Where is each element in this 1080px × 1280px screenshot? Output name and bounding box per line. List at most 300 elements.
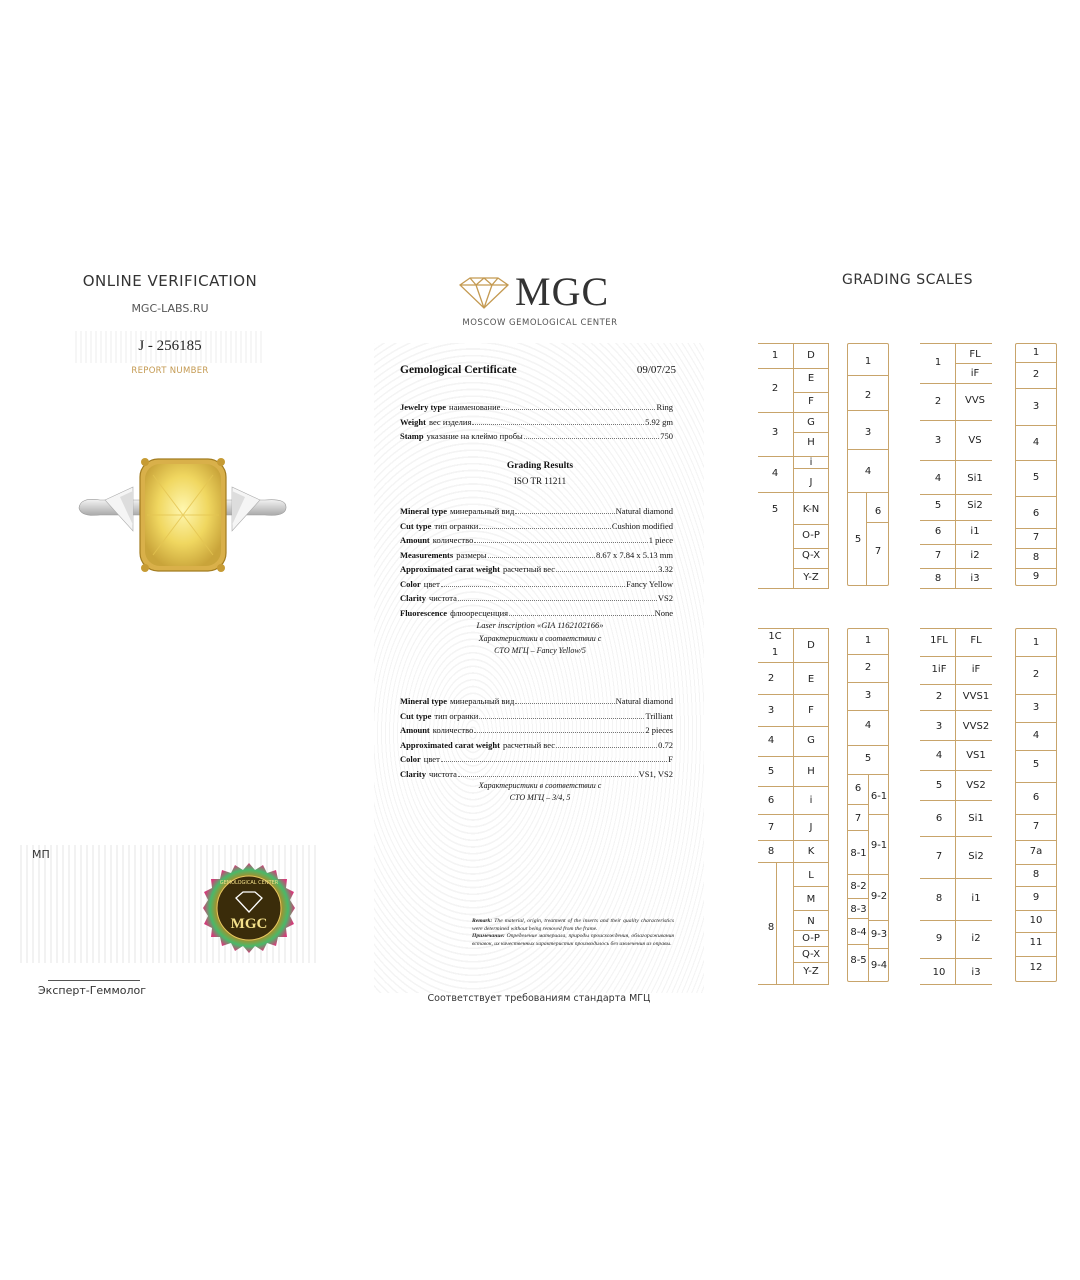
certificate-footer: Соответствует требованиям стандарта МГЦ [427, 993, 651, 1004]
detail-row [400, 738, 673, 752]
iso-clarity-grade: Si1 [967, 473, 983, 484]
scale-divider [868, 774, 889, 775]
gost-grade: 6 [1032, 792, 1040, 803]
gost-grade: 8-1 [850, 848, 867, 859]
scale-divider [920, 958, 992, 959]
detail-label-ru: цвет [423, 754, 440, 764]
gost-grade: 1 [864, 356, 872, 367]
scale-divider [1015, 568, 1057, 569]
mgc-logo-text: MGC [515, 269, 610, 314]
detail-value: 0.72 [658, 739, 673, 750]
gost-grade: 2 [864, 390, 872, 401]
scale-divider [868, 710, 889, 711]
gost-grade: 6 [874, 506, 882, 517]
scale-divider [758, 662, 794, 663]
iso-color-grade: Q-X [801, 949, 821, 960]
iso-clarity-grade: i3 [971, 967, 981, 978]
detail-label-ru: флюоресценция [450, 607, 509, 618]
gost-grade: 9-1 [870, 840, 888, 851]
sto-grade: 3 [934, 435, 942, 446]
center-note-line2: СТО МГЦ – Fancy Yellow/5 [494, 646, 586, 655]
detail-label-ru: минеральный вид [449, 506, 515, 516]
center-note-line1: Характеристики в соответствии с [478, 634, 602, 643]
scale-divider [793, 984, 829, 985]
gost-grade: 9 [1032, 892, 1040, 903]
gost-grade: 9 [1032, 571, 1040, 582]
scale-divider [1015, 956, 1057, 957]
gost-grade: 9-2 [870, 891, 888, 902]
sto-grade: 1 [771, 350, 779, 361]
dot-leader [556, 738, 657, 748]
detail-label-ru: тип огранки [434, 520, 479, 531]
sto-grade: 5 [934, 500, 942, 511]
gost-grade: 5 [1032, 759, 1040, 770]
scale-divider [868, 948, 889, 949]
gost-grade: 8 [1032, 869, 1040, 880]
detail-row [400, 591, 673, 605]
iso-color-grade: i [809, 457, 813, 468]
scale-divider [847, 375, 889, 376]
scale-divider [920, 878, 992, 879]
iso-clarity-grade: Si2 [968, 851, 984, 862]
detail-label-en: Color [400, 578, 421, 589]
gost-grade: 11 [1029, 937, 1043, 948]
scale-divider [847, 774, 868, 775]
gost-grade: 7 [874, 546, 882, 557]
gost-grade: 10 [1029, 915, 1043, 926]
scale-divider [1015, 460, 1057, 461]
gost-grade: 6 [854, 783, 862, 794]
detail-label-ru: количество [432, 725, 474, 735]
detail-label-en: Cut type [400, 520, 432, 531]
gost-grade: 2 [1032, 369, 1040, 380]
scale-divider [920, 684, 992, 685]
scale-divider [1015, 548, 1057, 549]
scale-divider [1015, 722, 1057, 723]
scale-divider [793, 910, 829, 911]
scale-divider [1015, 750, 1057, 751]
logo-subtitle: MOSCOW GEMOLOGICAL CENTER [462, 318, 618, 328]
sto-grade: 2 [771, 383, 779, 394]
iso-color-grade: D [807, 350, 815, 361]
detail-value: 3.32 [658, 564, 673, 574]
detail-label-en: Amount [400, 535, 430, 545]
dot-leader [458, 591, 657, 601]
scale-divider [868, 745, 889, 746]
iso-color-grade: D [807, 640, 815, 651]
detail-row [400, 752, 673, 766]
iso-color-grade: O-P [802, 933, 820, 944]
iso-color-grade: Y-Z [803, 572, 819, 583]
remark-ru-text: Определение материала, природы происхождения, облагораживания вставок, их качественных характеристик производилось без извлечения из оправы. [472, 933, 674, 947]
scale-divider [847, 654, 868, 655]
gost-grade: 3 [864, 427, 872, 438]
scale-divider [920, 836, 992, 837]
scale-divider [868, 814, 889, 815]
svg-text:GEMOLOGICAL CENTER: GEMOLOGICAL CENTER [219, 880, 279, 886]
detail-row [400, 723, 673, 737]
gost-grade: 1 [864, 635, 872, 646]
gost-grade: 7 [1032, 821, 1040, 832]
scale-divider [1015, 496, 1057, 497]
scale-divider [920, 800, 992, 801]
scale-divider [758, 412, 794, 413]
dot-leader [474, 723, 644, 733]
sto-grade: 7 [767, 822, 775, 833]
report-number: J - 256185 [138, 338, 202, 354]
scale-divider [793, 568, 829, 569]
detail-label-en: Clarity [400, 593, 426, 603]
dot-leader [479, 709, 644, 719]
scale-divider [758, 368, 794, 369]
detail-label-en: Fluorescence [400, 607, 448, 618]
iso-color-grade: i [809, 795, 813, 806]
iso-color-grade: Y-Z [803, 966, 819, 977]
scale-divider [793, 368, 829, 369]
sto-grade: 1FL [930, 635, 948, 646]
svg-text:MGC: MGC [230, 916, 268, 932]
sto-grade: 6 [935, 813, 943, 824]
grading-scales-title: GRADING SCALES [841, 272, 974, 288]
dot-leader [509, 606, 653, 616]
grading-results-title: Grading Results [506, 461, 574, 471]
detail-label-en: Cut type [400, 710, 432, 721]
scale-divider [847, 410, 889, 411]
certificate-date: 09/07/25 [636, 364, 676, 376]
detail-label-en: Approximated carat weight [400, 739, 500, 750]
gost-grade: 8-5 [850, 955, 867, 966]
detail-row [400, 548, 673, 562]
gost-grade: 5 [864, 753, 872, 764]
gost-grade: 8-3 [850, 904, 867, 915]
scale-divider [793, 840, 829, 841]
scale-divider [920, 770, 992, 771]
detail-value: Ring [656, 402, 673, 412]
iso-color-grade: F [808, 396, 814, 407]
gost-grade: 6 [1032, 508, 1040, 519]
detail-value: 8.67 x 7.84 x 5.13 mm [596, 549, 673, 560]
detail-row [400, 429, 673, 443]
iso-color-grade: O-P [802, 530, 820, 541]
detail-label-ru: указание на клеймо пробы [426, 431, 523, 441]
detail-label-ru: вес изделия [428, 416, 472, 427]
ring-photo [75, 445, 290, 580]
side-note-line2: СТО МГЦ – 3/4, 5 [509, 793, 571, 802]
iso-color-grade: L [808, 870, 814, 881]
iso-clarity-grade: i2 [971, 933, 981, 944]
scale-divider [1015, 782, 1057, 783]
detail-value: VS1, VS2 [638, 768, 673, 779]
detail-label-en: Mineral type [400, 696, 447, 706]
scale-divider [920, 568, 992, 569]
scale-divider [955, 628, 956, 984]
scale-divider [1015, 932, 1057, 933]
detail-value: Natural diamond [615, 506, 673, 516]
scale-divider [920, 420, 992, 421]
sto-grade: 4 [771, 468, 779, 479]
iso-clarity-grade: VS2 [966, 780, 986, 791]
report-number-label: REPORT NUMBER [131, 366, 209, 376]
gost-grade: 2 [864, 662, 872, 673]
sto-grade: 5 [767, 766, 775, 777]
side-note-line1: Характеристики в соответствии с [478, 781, 602, 790]
gost-grade: 5 [1032, 472, 1040, 483]
scale-divider [758, 628, 794, 629]
grading-standard: ISO TR 11211 [513, 476, 567, 486]
gost-grade: 4 [1032, 437, 1040, 448]
sto-grade: 2 [935, 691, 943, 702]
laser-inscription: Laser inscription «GIA 1162102166» [476, 620, 604, 630]
scale-divider [1015, 656, 1057, 657]
detail-label-en: Color [400, 754, 421, 764]
sto-grade: 3 [935, 721, 943, 732]
iso-clarity-grade: VS1 [966, 750, 986, 761]
scale-divider [920, 920, 992, 921]
dot-leader [458, 767, 638, 777]
scale-divider [920, 544, 992, 545]
detail-value: Natural diamond [615, 696, 673, 706]
iso-color-grade: Q-X [801, 550, 821, 561]
remark-ru-label: Примечание: [472, 933, 505, 939]
detail-row [400, 562, 673, 576]
scale-divider [920, 710, 992, 711]
gost-grade: 7 [1032, 532, 1040, 543]
iso-color-grade: K-N [802, 504, 820, 515]
detail-label-en: Measurements [400, 549, 454, 560]
scale-divider [758, 343, 794, 344]
detail-label-en: Jewelry type [400, 402, 447, 412]
iso-color-grade: M [806, 894, 816, 905]
verification-site-link[interactable]: MGC-LABS.RU [131, 302, 209, 315]
iso-clarity-grade: i1 [970, 526, 980, 537]
iso-color-grade: J [809, 822, 813, 833]
detail-label-ru: чистота [428, 593, 457, 603]
detail-row [400, 400, 673, 414]
sto-grade: 1C [768, 631, 782, 642]
scale-divider [920, 628, 992, 629]
gost-grade: 8-2 [850, 881, 867, 892]
gost-grade: 9-4 [870, 960, 888, 971]
gost-grade: 3 [864, 690, 872, 701]
sto-grade: 7 [934, 550, 942, 561]
scale-divider [793, 343, 794, 588]
scale-divider [1015, 694, 1057, 695]
iso-color-grade: G [807, 417, 815, 428]
sto-grade: 9 [935, 933, 943, 944]
scale-divider [793, 886, 829, 887]
scale-divider [793, 814, 829, 815]
scale-divider [955, 343, 956, 588]
detail-label-ru: минеральный вид [449, 696, 515, 706]
scale-divider [955, 363, 992, 364]
scale-divider [920, 343, 992, 344]
scale-divider [868, 874, 889, 875]
iso-clarity-grade: VS [968, 435, 982, 446]
scale-divider [1015, 425, 1057, 426]
scale-divider [793, 694, 829, 695]
scale-divider [847, 804, 868, 805]
scale-divider [793, 432, 829, 433]
detail-row [400, 767, 673, 781]
scale-divider [847, 682, 868, 683]
iso-clarity-grade: iF [971, 664, 981, 675]
iso-clarity-grade: VVS2 [962, 721, 990, 732]
iso-clarity-grade: Si1 [968, 813, 984, 824]
detail-label-en: Approximated carat weight [400, 564, 500, 574]
gost-grade: 1 [1032, 347, 1040, 358]
scale-divider [1015, 362, 1057, 363]
scale-divider [793, 492, 829, 493]
detail-row [400, 504, 673, 518]
scale-divider [758, 456, 794, 457]
detail-label-en: Mineral type [400, 506, 447, 516]
detail-value: F [668, 754, 673, 764]
gost-grade: 9-3 [870, 929, 888, 940]
scale-divider [847, 898, 868, 899]
scale-divider [1015, 814, 1057, 815]
scale-divider [758, 814, 794, 815]
scale-divider [847, 874, 868, 875]
detail-value: 2 pieces [645, 725, 673, 735]
iso-clarity-grade: FL [970, 635, 982, 646]
gost-grade: 7a [1029, 846, 1043, 857]
scale-divider [1015, 864, 1057, 865]
iso-color-grade: E [807, 674, 815, 685]
scale-divider [920, 460, 992, 461]
sto-grade: 8 [767, 846, 775, 857]
sto-grade: 2 [767, 673, 775, 684]
scale-divider [847, 918, 868, 919]
scale-divider [793, 862, 829, 863]
gost-grade: 4 [1032, 730, 1040, 741]
gost-grade: 4 [864, 466, 872, 477]
scale-divider [1015, 840, 1057, 841]
scale-divider [828, 343, 829, 588]
iso-clarity-grade: Si2 [967, 500, 983, 511]
gost-grade: 8-4 [850, 927, 867, 938]
scale-divider [758, 588, 794, 589]
detail-value: Cushion modified [611, 520, 673, 531]
sto-grade: 1iF [931, 664, 947, 675]
dot-leader [441, 577, 625, 587]
scale-divider [1015, 886, 1057, 887]
sto-grade: 5 [935, 780, 943, 791]
scale-divider [793, 930, 829, 931]
sto-grade: 8 [767, 922, 775, 933]
certificate-title: Gemological Certificate [400, 364, 517, 376]
detail-row [400, 709, 673, 723]
detail-row [400, 694, 673, 708]
detail-label-en: Clarity [400, 768, 426, 779]
sto-grade: 3 [771, 427, 779, 438]
scale-divider [793, 412, 829, 413]
detail-label-ru: расчетный вес [502, 564, 555, 574]
scale-divider [793, 392, 829, 393]
detail-value: Trilliant [645, 710, 673, 721]
gost-grade: 6-1 [870, 791, 888, 802]
gost-grade: 2 [1032, 669, 1040, 680]
detail-row [400, 606, 673, 620]
scale-divider [847, 944, 868, 945]
scale-divider [758, 984, 794, 985]
detail-row [400, 519, 673, 533]
stamp-place-label: МП [32, 848, 50, 861]
iso-color-grade: E [807, 373, 815, 384]
iso-clarity-grade: iF [970, 368, 980, 379]
dot-leader [515, 694, 614, 704]
dot-leader [488, 548, 595, 558]
detail-value: None [654, 607, 673, 618]
detail-row [400, 415, 673, 429]
gost-grade: 12 [1029, 962, 1043, 973]
scale-divider [920, 520, 992, 521]
sto-grade: 8 [934, 573, 942, 584]
detail-value: 1 piece [648, 535, 673, 545]
dot-leader [515, 504, 614, 514]
signature-line [48, 980, 140, 981]
detail-label-ru: чистота [428, 768, 457, 779]
dot-leader [472, 415, 644, 425]
sto-grade: 4 [935, 750, 943, 761]
detail-label-ru: количество [432, 535, 474, 545]
signature-label: Эксперт-Геммолог [38, 984, 147, 997]
scale-divider [866, 522, 889, 523]
sto-grade: 10 [932, 967, 946, 978]
scale-divider [758, 786, 794, 787]
gost-grade: 1 [1032, 637, 1040, 648]
scale-divider [868, 682, 889, 683]
detail-label-ru: наименование [449, 402, 501, 412]
sto-grade: 5 [771, 504, 779, 515]
sto-grade: 4 [767, 735, 775, 746]
sto-grade: 4 [934, 473, 942, 484]
scale-divider [920, 656, 992, 657]
gost-grade: 3 [1032, 702, 1040, 713]
remark-block [472, 918, 674, 948]
scale-divider [1015, 528, 1057, 529]
diamond-logo-icon [456, 276, 512, 310]
sto-grade: 7 [935, 851, 943, 862]
iso-color-grade: H [807, 766, 815, 777]
gost-grade: 7 [854, 813, 862, 824]
iso-clarity-grade: VVS1 [962, 691, 990, 702]
scale-divider [1015, 388, 1057, 389]
scale-divider [758, 726, 794, 727]
detail-label-en: Amount [400, 725, 430, 735]
scale-divider [793, 756, 829, 757]
scale-divider [793, 628, 829, 629]
remark-label: Remark: [472, 918, 493, 924]
scale-divider [793, 946, 829, 947]
scale-divider [868, 920, 889, 921]
scale-divider [758, 694, 794, 695]
gost-grade: 5 [854, 534, 862, 545]
iso-color-grade: J [809, 477, 813, 488]
detail-row [400, 577, 673, 591]
scale-divider [793, 524, 829, 525]
scale-divider [793, 726, 829, 727]
sto-grade: 1 [934, 357, 942, 368]
scale-divider [793, 343, 829, 344]
iso-clarity-grade: i2 [970, 550, 980, 561]
sto-grade: 6 [767, 795, 775, 806]
scale-divider [847, 492, 889, 493]
iso-color-grade: F [808, 705, 814, 716]
iso-clarity-grade: FL [969, 349, 981, 360]
detail-value: 5.92 gm [645, 416, 673, 427]
scale-divider [920, 984, 992, 985]
sto-grade: 8 [935, 893, 943, 904]
